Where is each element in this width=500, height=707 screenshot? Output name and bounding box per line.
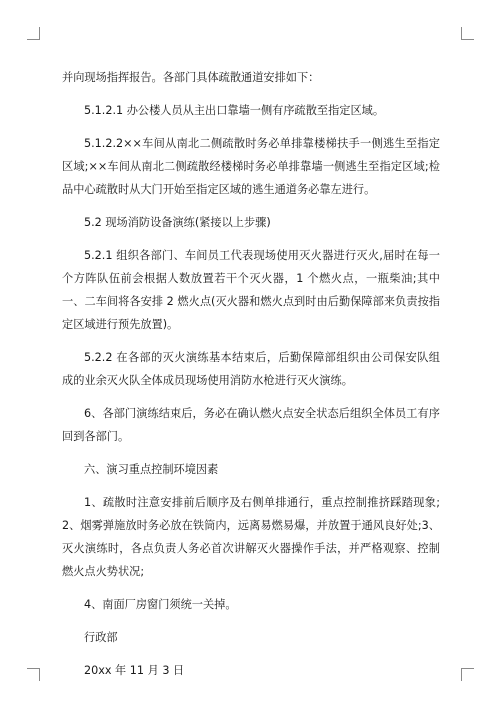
heading-section-6: 六、演习重点控制环境因素 <box>84 463 219 476</box>
crop-mark-bottom-right <box>461 668 474 681</box>
paragraph-6: 6、各部门演练结束后，务必在确认燃火点安全状态后组织全体员工有序回到各部门。 <box>62 407 440 443</box>
heading-5-2: 5.2 现场消防设备演练(紧接以上步骤) <box>84 216 271 229</box>
paragraph-continuation: 并向现场指挥报告。各部门具体疏散通道安排如下： <box>62 71 320 84</box>
paragraph-5-1-2-2: 5.1.2.2××车间从南北二侧疏散时务必单排靠楼梯扶手一侧逃生至指定区域;××车间从南北二侧疏散经楼梯时务必单排靠墙一侧逃生至指定区域;检品中心疏散时从大门开始至指定区域的逃生通道务必靠左进行。 <box>62 137 440 196</box>
paragraph-item-4: 4、南面厂房窗门须统一关掉。 <box>84 598 237 611</box>
signature-department: 行政部 <box>84 631 118 644</box>
crop-mark-top-left <box>27 27 40 40</box>
crop-mark-bottom-left <box>27 668 40 681</box>
paragraph-5-1-2-1: 5.1.2.1 办公楼人员从主出口靠墙一侧有序疏散至指定区域。 <box>84 104 385 117</box>
paragraph-control-factors: 1、疏散时注意安排前后顺序及右侧单排通行，重点控制推挤踩踏现象;2、烟雾弹施放时务必放在铁筒内，远离易燃易爆，并放置于通风良好处;3、灭火演练时，各点负责人务必首次讲解灭火器操作手法，并严格观察、控制燃火点火势状况; <box>62 496 440 578</box>
signature-date: 20xx 年 11 月 3 日 <box>84 664 185 677</box>
paragraph-5-2-2: 5.2.2 在各部的灭火演练基本结束后，后勤保障部组织由公司保安队组成的业余灭火队全体成员现场使用消防水枪进行灭火演练。 <box>62 351 440 387</box>
document-body <box>62 66 440 692</box>
crop-mark-top-right <box>461 27 474 40</box>
paragraph-5-2-1: 5.2.1 组织各部门、车间员工代表现场使用灭火器进行灭火,届时在每一个方阵队伍前会根据人数放置若干个灭火器，1 个燃火点，一瓶柴油;其中一、二车间将各安排 2 燃火点(灭火器和燃火点到时由后勤保障部来负责按指定区域进行预先放置)。 <box>62 249 440 331</box>
